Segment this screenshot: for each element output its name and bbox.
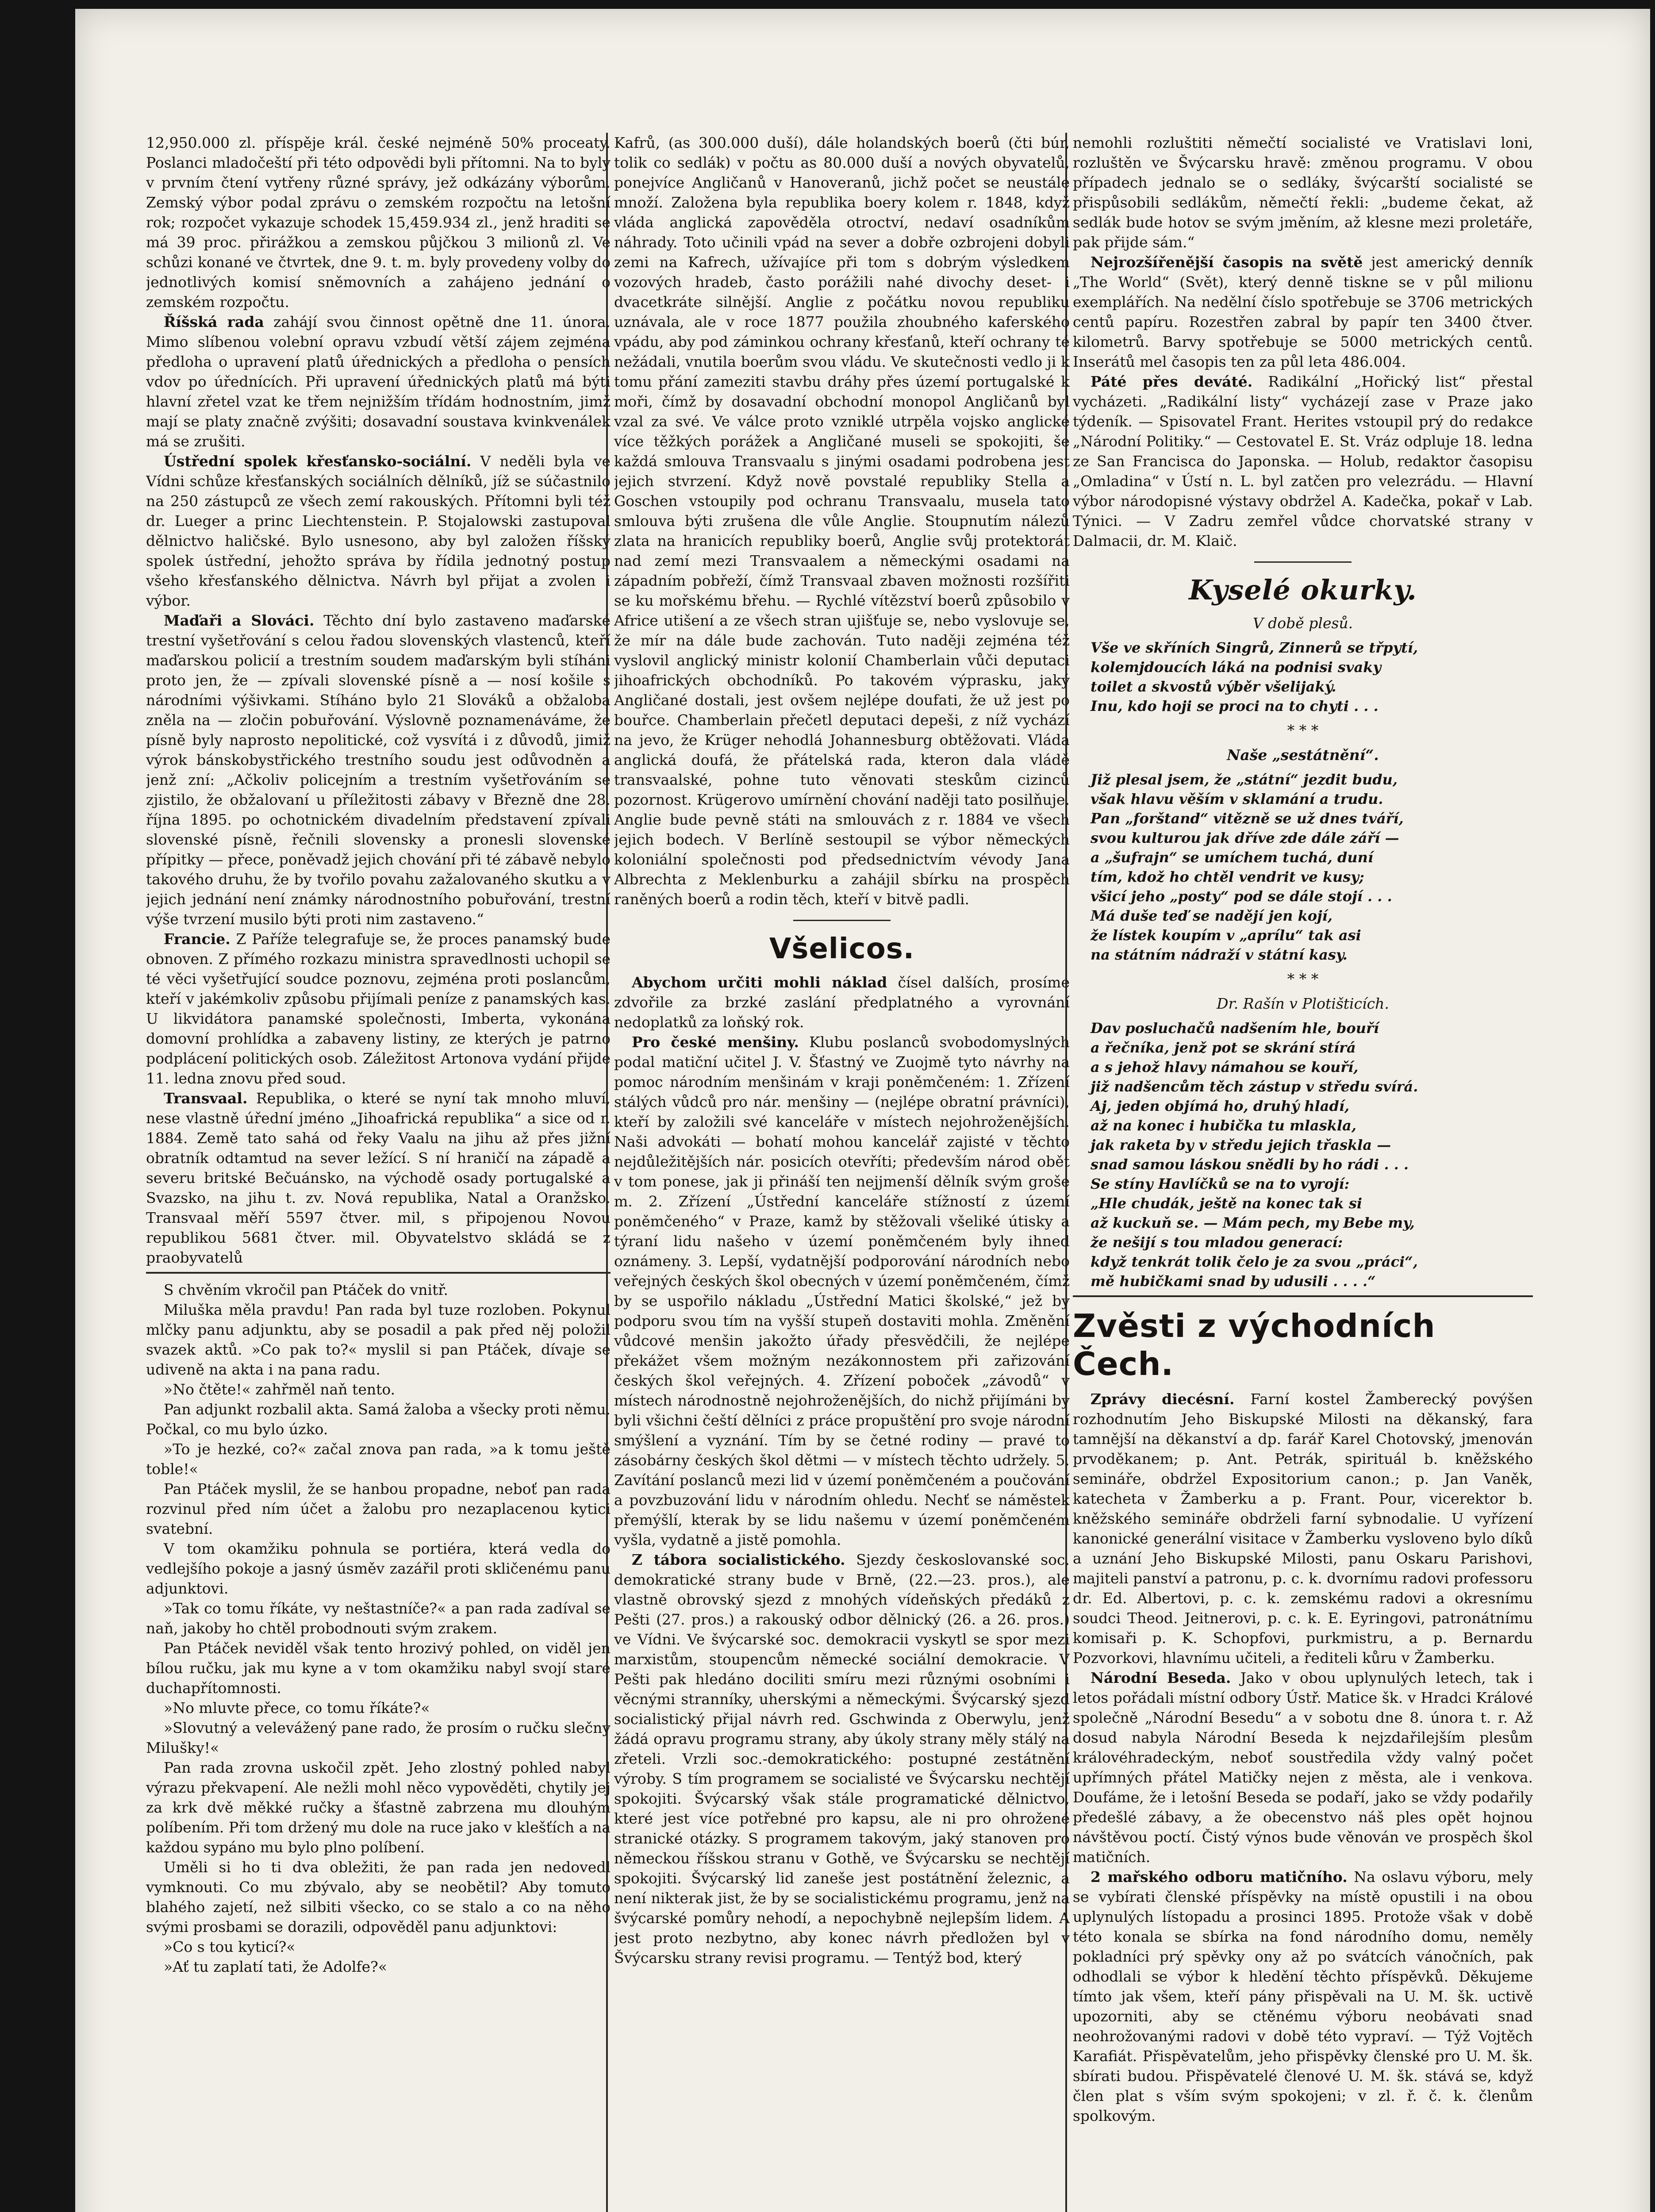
feuilleton-paragraph: »Tak co tomu říkáte, vy neštastníče?« a pan rada zadíval se naň, jakoby ho chtěl probodnouti svým zrakem.	[146, 1600, 611, 1637]
article-text: Na oslavu výboru, mely se vybírati členské příspěvky na místě opustili i na obou uplynulých lístopadu a prosinci 1895. Protože však v době této konala se sbírka na fond národního domu, neměly pokladníci prý spěvky ony až po svátcích vánočních, pak odhodlali se výbor k hledění těchto příspěvků. Děkujeme tímto jak všem, kteří pány přispěvali na U. M. šk. uctivě upozorniti, aby se ctěnému výboru neobávati snad neohrožovanými radovi v době této vypraví. — Týž Vojtěch Karafiát. Přispěvatelům, jeho přispěvky členské pro U. M. šk. sbírati budou. Přispěvatelé členové U. M. šk. stává se, když člen plat s vším svým spokojeni; v zl. ř. č. k. členům spolkovým.	[1073, 1868, 1533, 2124]
article-heading: Pro české menšiny.	[632, 1033, 799, 1051]
feuilleton-paragraph: »No čtěte!« zahřměl naň tento.	[164, 1381, 396, 1398]
article-text: Sjezdy českoslovanské soc. demokratické strany bude v Brně, (22.—23. pros.), ale vlastně obrovský sjezd z mnohých vídeňských předáků z Pešti (27. pros.) a rakouský odbor dělnický (26. a 26. pros.) ve Vídni. Ve švýcarské soc. demokracii vyskytl se spor mezi marxistům, stoupencům německé sociální demokracie. V Pešti pak hledáno dociliti smíru mezi různými osobními i věcnými stranníky, uherskými a německými. Švýcarský sjezd socialistický přijal návrh red. Gschwinda z Oberwylu, jenž žádá opravu programu strany, aby úkoly strany měly stálý na zřeteli. Vrzli soc.-demokratického: postupné zestátnění výroby. S tím programem se socialisté ve Švýcarsku nechtějí spokojiti. Švýcarský však stále programatické dělnictvo, které jest více potřebné pro kapsu, ale ni pro ohrožené stranické otázky. S programem takovým, jaký stanoven pro německou říšskou stranu v Gothě, ve Švýcarsku se nechtějí spokojiti. Švýcarský lid zaneše jest postátnění železnic, a není nikterak jist, že by se socialistickému programu, jenž na švýcarské pomůry nehodí, a nepochybně nejlepším lidem. A jest proto nezbytno, aby konec návrh předložen byl v Švýcarsku strany revisi programu. — Tentýž bod, který	[614, 1551, 1070, 1966]
article-heading: Transvaal.	[164, 1090, 248, 1107]
feuilleton-paragraph: Miluška měla pravdu! Pan rada byl tuze rozloben. Pokynul mlčky panu adjunktu, aby se posadil a pak před něj položil svazek aktů. »Co pak to?« myslil si pan Ptáček, dívaje se udiveně na akta i na pana radu.	[146, 1301, 611, 1378]
poem-line: Pan „forštand“ vitězně se už dnes tváří,	[1091, 810, 1404, 827]
article-heading: 2 mařského odboru matičního.	[1091, 1868, 1348, 1886]
poem-line: že lístek koupím v „aprílu“ tak asi	[1091, 927, 1361, 944]
column-3	[1073, 133, 1533, 2212]
article-text: V neděli byla ve Vídni schůze křesťanských sociálních dělníků, jíž se súčastnilo na 250 zástupců ze všech zemí rakouských. Přítomni byli též dr. Lueger a princ Liechtenstein. P. Stojalowski zastupoval dělnictvo haličské. Bylo usnesono, aby byl založen říšský spolek ústřední, jehožto správa by řídila jednotný postup všeho křesťanského dělnictva. Návrh byl přijat a zvolen i výbor.	[146, 453, 611, 609]
feuilleton-paragraph: V tom okamžiku pohnula se portiéra, která vedla do vedlejšího pokoje a jasný úsměv zazářil proti skličenému panu adjunktovi.	[146, 1540, 611, 1597]
poem-title: Naše „sestátnění“.	[1227, 746, 1379, 764]
poem-line: Inu, kdo hoji se proci na to chyti . . .	[1091, 698, 1379, 714]
article-text: Z Paříže telegrafuje se, že proces panamský bude obnoven. Z přímého rozkazu ministra spravedlnosti uchopil se té věci vyšetřující soudce poznovu, zejména proti poslancům, kteří v jakémkoliv způsobu přijímali peníze z panamských kas. U likvidátora panamské společnosti, Imberta, vykonána domovní prohlídka a zabaveny listiny, ze kterých je patrno podplácení politických osob. Záležitost Artonova vydání přijde 11. ledna znovu před soud.	[146, 930, 611, 1087]
article-heading: Zprávy diecésní.	[1091, 1390, 1235, 1408]
feuilleton-paragraph: Pan adjunkt rozbalil akta. Samá žaloba a všecky proti němu. Počkal, co mu bylo úzko.	[146, 1401, 611, 1438]
article-heading: Maďaři a Slováci.	[164, 612, 315, 629]
poem-line: Dav posluchačů nadšením hle, bouří	[1091, 1020, 1379, 1037]
poem-line: že nešijí s tou mladou generací:	[1091, 1234, 1343, 1251]
article	[614, 1032, 1070, 1550]
article-text: Kafrů, (as 300.000 duší), dále holandských boerů (čti búr, tolik co sedlák) v počtu as 80.000 duší a nových obyvatelů, ponejvíce Angličanů v Hanoveranů, jichž počet se neustále množí. Založena byla republika boery kolem r. 1848, když vláda anglická zapověděla otroctví, nedaví osadníkům náhrady. Toto učinili vpád na sever a dobře ozbrojeni dobyli zemi na Kafrech, užívajíce při tom s dobrým výsledkem vozových hradeb, často porážili nahé divochy deset- i dvacetkráte silnější. Anglie z počátku novou republiku uznávala, ale v roce 1877 použila zhoubného kaferského vpádu, aby pod záminkou ochrany křesťanů, kteří ochrany té nežádali, vnutila boerům svou vládu. Ve skutečnosti vedlo ji k tomu přání zameziti stavbu dráhy přes území portugalské k moři, čímž by dosavadní obchodní monopol Angličanů byl vzal za své. Ve válce proto vzniklé utrpěla vojsko anglické více těžkých porážek a Angličané museli se spokojiti, še každá smlouva Transvaalu s jinými osadami podrobena jest jejich stvrzení. Když nově povstalé republiky Stella a Goschen vstoupily pod ochranu Transvaalu, musela tato smlouva býti zrušena dle vůle Anglie. Stoupnutím nálezů zlata na hranicích republiky boerů, Anglie svůj protektorát nad zemí mezi Transvaalem a německými osadami na západním pobřeží, čímž Transvaal zbaven možnosti rozšířiti se ku mořskému břehu. — Rychlé vítězství boerů způsobilo v Africe utišení a ze všech stran ujišťuje se, nebo vyslovuje se, že mír na dále bude zachován. Tuto naději zejména též vyslovil anglický ministr kolonií Chamberlain vůči deputaci jihoafrických obchodníků. Po takovém výprasku, jaký Angličané dostali, jest ovšem nejlépe doufati, že už jest po bouřce. Chamberlain přečetl deputaci depeši, z níž vychází na jevo, že Krüger nehodlá Johannesburg obtěžovati. Vláda anglická doufá, že přátelská rada, kteron dala vládě transvaalské, pohne tuto věnovati steskům cizinců pozornost. Krügerovo umírnění chování naději tato posilňuje. Anglie bude pevně státi na smlouvách z r. 1884 ve všech jejich bodech. V Berlíně sestoupil se výbor německých koloniální společnosti pod předsednictvím vévody Jana Albrechta z Meklenburku a zahájil sbírku na prospěch raněných boerů a rodin těch, kteří v bitvě padli.	[614, 134, 1070, 908]
poem-title: V době plesů.	[1252, 614, 1353, 632]
poem-line: až kuckuň se. — Mám pech, my Bebe my,	[1091, 1214, 1415, 1231]
poem-line: a „šufrajn“ se umíchem tuchá, duní	[1091, 849, 1374, 866]
section-divider	[1073, 1295, 1533, 1297]
poem-line: Má duše teď se nadějí jen kojí,	[1091, 907, 1332, 924]
feuilleton-paragraph: »No mluvte přece, co tomu říkáte?«	[164, 1699, 430, 1717]
article	[1073, 1668, 1533, 1867]
poem-verse	[1091, 638, 1515, 716]
poem-separator: * * *	[1287, 722, 1319, 739]
feuilleton-paragraph: Pan Ptáček neviděl však tento hrozivý pohled, on viděl jen bílou ručku, jak mu kyne a v tom okamžiku nabyl svojí staré duchapřítomnosti.	[146, 1640, 611, 1697]
poem-line: Vše ve skříních Singrů, Zinnerů se třpytí,	[1091, 639, 1418, 656]
article-heading: Národní Beseda.	[1091, 1669, 1231, 1686]
feuilleton-paragraph: S chvěním vkročil pan Ptáček do vnitř.	[164, 1281, 448, 1298]
article-heading: Ústřední spolek křesťansko-sociální.	[164, 453, 472, 470]
feuilleton-paragraph: Pan Ptáček myslil, že se hanbou propadne, neboť pan rada rozvinul před ním účet a žalobu pro nezaplacenou kytici svatební.	[146, 1480, 611, 1537]
poem-line: tím, kdož ho chtěl vendrit ve kusy;	[1091, 868, 1364, 885]
poem-line: Již plesal jsem, že „státní“ jezdit budu,	[1091, 771, 1398, 788]
article-text: Klubu poslanců svobodomyslných podal matiční učitel J. V. Šťastný ve Zuojmě tyto návrhy na pomoc národním menšinám v kraji poněmčeném: 1. Zřízení stálých vůdců pro nár. menšiny — (nejlépe obratní právníci), kteří by založili své kanceláře v místech nejohroženějších. Naši advokáti — bohatí mohou kancelář zajisté v těchto nejdůležitějších nár. posicích otevříti; především národ obět v tom ponese, jak ji přináší ten nejjmenší dělník svým groše m. 2. Zřízení „Ústřední kanceláře stížností z území poněmčeného“ v Praze, kamž by stěžovali všeliké útisky a týraní lidu našeho v území poněmčeném byly ihned oznámeny. 3. Lepší, vydatnější podporování národních nebo veřejných českých škol obecných v území poněmčeném, čímž by se uspořilo nákladu „Ústřední Matici školské,“ jež by podporu svou tím na vyšší stupeň dostaviti mohla. Změnění vůdcové menšin jakožto úřady přesvědčili, že nejlépe překážet všem možným nezákonnostem při zařizování českých škol veřejných. 4. Zřízení poboček „závodů“ v místech národnostně nejohroženějších, do nichž přijímáni by byli všichni čeští dělníci z práce propuštění pro svoje národní smýšlení a vyznání. Tím by se četné rodiny — pravé to zásobárny českých škol dětmi — v místech těchto udržely. 5. Zavítání poslanců mezi lid v území poněmčeném a poučování a povzbuzování lidu v národním ohledu. Nechť se náměstek přemýšlí, kterak by se lidu našemu v území poněmčeném vyšla, vydatně a jistě pomohla.	[614, 1033, 1070, 1548]
poem-line: až na konec i hubička tu mlaskla,	[1091, 1117, 1356, 1134]
poem-line: kolemjdoucích láká na podnisi svaky	[1091, 659, 1381, 676]
article-heading: Francie.	[164, 930, 230, 948]
poem-line: svou kulturou jak dříve zde dále září —	[1091, 830, 1399, 846]
poem-line: „Hle chudák, ještě na konec tak si	[1091, 1195, 1363, 1212]
feuilleton-divider	[146, 1272, 611, 1274]
poem-verse	[1091, 770, 1515, 964]
poem-line: na státním nádraží v státní kasy.	[1091, 946, 1348, 963]
poem-line: mě hubičkami snad by udusili . . . .“	[1091, 1273, 1376, 1290]
article	[146, 312, 611, 451]
newspaper-page	[75, 9, 1650, 2212]
feuilleton-paragraph: »Ať tu zaplatí tati, že Adolfe?«	[164, 1958, 388, 1975]
feuilleton-paragraph: Pan rada zrovna uskočil zpět. Jeho zlostný pohled nabyl výrazu překvapení. Ale nežli mohl něco vypověděti, chytily jej za krk dvě měkké ručky a šťastně zabrzena mu dlouhým políbením. Při tom držený mu dole na ruce jako v klešťích a na každou sypáno mu bylo plno políbení.	[146, 1759, 611, 1856]
poem-line: a s jehož hlavy námahou se kouří,	[1091, 1059, 1359, 1075]
section-heading-okurky: Kyselé okurky.	[1189, 574, 1417, 606]
poem-line: již nadšencům těch zástup v středu svírá.	[1091, 1078, 1418, 1095]
poem-line: toilet a skvostů výběr všelijaký.	[1091, 678, 1336, 695]
article	[1073, 252, 1533, 372]
column-2	[614, 133, 1070, 2212]
poem-line: když tenkrát tolik čelo je za svou „práci“,	[1091, 1253, 1418, 1270]
feuilleton-paragraph: »Co s tou kyticí?«	[164, 1938, 296, 1955]
article-text: nemohli rozluštiti němečtí socialisté ve Vratislavi loni, rozluštěn ve Švýcarsku hravě: změnou programu. V obou případech jednalo se o sedláky, švýcarští socialisté se přispůsobili sedlákům, němečtí řekli: „budeme čekat, až sedlák bude hotov se svým jměním, až klesne mezi proletáře, pak přijde sám.“	[1073, 134, 1533, 251]
article-text: jest americký denník „The World“ (Svět), který denně tiskne se v půl milionu exemplářích. Na nedělní číslo spotřebuje se 3706 metrických centů papíru. Rozestřen zabral by papír ten 3400 čtver. kilometrů. Barvy spotřebuje se 5000 metrických centů. Inserátů mel časopis ten za půl leta 486.004.	[1073, 253, 1533, 370]
article-text: zahájí svou činnost opětně dne 11. února. Mimo slíbenou volební opravu vzbudí větší zájem zejména předloha o upravení platů úřednických a předloha o pensích vdov po úřednících. Při upravení úřednických platů má býti hlavní zřetel vzat ke třem nejnižším třídám hodnostním, jimž mají se platy značně zvýšiti; dosavadní soustava kvinkvenálek má se zrušiti.	[146, 313, 611, 450]
article-text: čísel dalších, prosíme zdvořile za brzké zaslání předplatného a vyrovnání nedoplatků za loňský rok.	[614, 974, 1070, 1031]
poem-line: a řečníka, jenž pot se skrání stírá	[1091, 1039, 1356, 1056]
section-heading-cechy: Zvěsti z východních Čech.	[1073, 1307, 1436, 1382]
article-text: Republika, o které se nyní tak mnoho mluví, nese vlastně úřední jméno „Jihoafrická republika“ a sice od r. 1884. Země tato sahá od řeky Vaalu na jihu až přes jižní obratník odtamtud na sever ležící. S ní hraničí na západě a severu britské Bečuánsko, na východě osady portugalské a Svazsko, na jihu t. zv. Nová republika, Natal a Oranžsko. Transvaal měří 5597 čtver. mil, s připojenou Novou republikou 5681 čtver. mil. Obyvatelstvo skládá se z praobyvatelů	[146, 1090, 611, 1266]
article-text: Farní kostel Žamberecký povýšen rozhodnutím Jeho Biskupské Milosti na děkanský, fara tamnější na děkanství a dp. farář Karel Chotovský, jmenován prvoděkanem; p. Ant. Petrák, spirituál b. kněžského semináře, obdržel Expositorium canon.; p. Jan Vaněk, katecheta v Žamberku a p. Frant. Pour, vicerektor b. kněžského semináře obdrželi farní sybnodalie. U vyřízení kanonické generální visitace v Žamberku vysloveno bylo díků a uznání Jeho Biskupské Milosti, panu Oskaru Parishovi, majiteli panství a patronu, p. c. k. dvornímu radovi professoru dr. Ed. Albertovi, p. c. k. zemskému radovi a okresnímu soudci Theod. Jeitnerovi, p. c. k. E. Eyringovi, patronátnímu komisaři p. K. Schopfovi, purkmistru, a p. Bernardu Pozvorkovi, hlavnímu učiteli, a řediteli kůru v Žamberku.	[1073, 1390, 1533, 1667]
article-heading: Nejrozšířenější časopis na světě	[1091, 253, 1363, 271]
poem-verse	[1091, 1018, 1515, 1291]
poem-line: však hlavu věším v sklamání a trudu.	[1091, 791, 1383, 807]
article	[614, 1550, 1070, 1968]
article-heading: Z tábora socialistického.	[632, 1551, 845, 1568]
article	[146, 1088, 611, 1267]
article	[1073, 1867, 1533, 2126]
article	[1073, 1389, 1533, 1668]
feuilleton-paragraph: Uměli si ho ti dva obležiti, že pan rada jen nedovedl vymknouti. Co mu zbývalo, aby se neobětil? Aby tomuto blahého zajetí, než silbiti všecko, co se stalo a co na něho svými prosbami se dorazili, odpověděl panu adjunktovi:	[146, 1859, 611, 1936]
column-1	[146, 133, 611, 2212]
poem-title: Dr. Rašín v Plotišticích.	[1217, 995, 1389, 1012]
article-heading: Abychom určiti mohli náklad	[632, 974, 887, 991]
feuilleton-paragraph: »Slovutný a velevážený pane rado, že prosím o ručku slečny Milušky!«	[146, 1719, 611, 1756]
article-heading: Páté přes deváté.	[1091, 373, 1253, 390]
poem-separator: * * *	[1287, 970, 1319, 987]
article-text: Těchto dní bylo zastaveno maďarské trestní vyšetřování s celou řadou slovenských vlastenců, kteří maďarskou policií a trestním soudem maďarským byli stíháni proto jen, že — zpívali slovenské písně a — nosí košile s národními výšivkami. Stíháno bylo 21 Slováků a obžaloba zněla na — zločin pobuřování. Výslovně poznamenáváme, že písně byly naprosto nepolitické, což vysvítá i z důvodů, jimiž výrok bánskobystřického trestního soudu jest odůvodněn a jenž zní: „Ačkoliv policejním a trestním vyšetřováním se zjistilo, že obžalovaní u příležitosti zábavy v Březně dne 28. října 1895. po ochotnickém divadelním představení zpívali slovenské písně, řečnili slovensky a pronesli slovenské přípitky — přece, poněvadž jejich chování při té zábavě nebylo takového druhu, že by tvořilo povahu zažalovaného skutku a v jejich jednání není známky národnostního pobuřování, trestní výše tvrzení musilo býti proti nim zastaveno.“	[146, 612, 611, 928]
article	[614, 972, 1070, 1032]
section-divider	[793, 920, 891, 921]
feuilleton	[146, 1280, 611, 1977]
article	[1073, 372, 1533, 551]
article	[146, 611, 611, 929]
feuilleton-paragraph: »To je hezké, co?« začal znova pan rada, »a k tomu ještě toble!«	[146, 1440, 611, 1478]
poem-line: Se stíny Havlíčků se na to vyrojí:	[1091, 1175, 1350, 1192]
poem-line: všicí jeho „posty“ pod se dále stojí . . .	[1091, 888, 1392, 905]
poem-line: jak raketa by v středu jejich třaskla —	[1091, 1137, 1391, 1153]
article-text: 12,950.000 zl. příspěje král. české nejméně 50% proceaty. Poslanci mladočeští při této odpovědi byli přítomni. Na to byly v prvním čtení vytřeny různé správy, jež odkázány výborům. Zemský výbor podal zprávu o zemském rozpočtu na letošní rok; rozpočet vykazuje schodek 15,459.934 zl., jenž hraditi se má 39 proc. přirážkou a zemskou půjčkou 3 milionů zl. Ve schůzi konané ve čtvrtek, dne 9. t. m. byly provedeny volby do jednotlivých komisí sněmovních a zahájeno jednání o zemském rozpočtu.	[146, 134, 611, 311]
article-text: Jako v obou uplynulých letech, tak i letos pořádali místní odbory Ústř. Matice šk. v Hradci Králové společně „Národní Besedu“ a v sobotu dne 8. února t. r. Až dosud nabyla Národní Beseda k nejzdařilejším plesům královéhradeckým, neboť soustředila vždy valný počet upřímných přátel Matičky nejen z města, ale i venkova. Doufáme, že i letošní Beseda se podaří, jako se vždy podařily předešlé zábavy, a že obecenstvo náš ples opět hojnou návštěvou poctí. Čistý výnos bude věnován ve prospěch škol matičních.	[1073, 1669, 1533, 1866]
poem-line: Aj, jeden objímá ho, druhý hladí,	[1091, 1098, 1350, 1114]
section-heading-vselicos: Všelicos.	[769, 933, 915, 965]
article	[146, 929, 611, 1088]
article	[146, 451, 611, 611]
section-divider	[1254, 561, 1352, 563]
article-heading: Říšská rada	[164, 313, 264, 330]
article-text: Radikální „Hořický list“ přestal vycházeti. „Radikální listy“ vycházejí zase v Praze jako týdeník. — Spisovatel Frant. Herites vstoupil prý do redakce „Národní Politiky.“ — Cestovatel E. St. Vráz odpluje 18. ledna ze San Francisca do Japonska. — Holub, redaktor časopisu „Omladina“ v Ústí n. L. byl zatčen pro velezrádu. — Hlavní výbor národopisné výstavy obdržel A. Kadečka, pokař v Lab. Týnici. — V Zadru zemřel vůdce chorvatské strany v Dalmacii, dr. M. Klaič.	[1073, 373, 1533, 549]
poem-line: snad samou láskou snědli by ho rádi . . .	[1091, 1156, 1409, 1173]
